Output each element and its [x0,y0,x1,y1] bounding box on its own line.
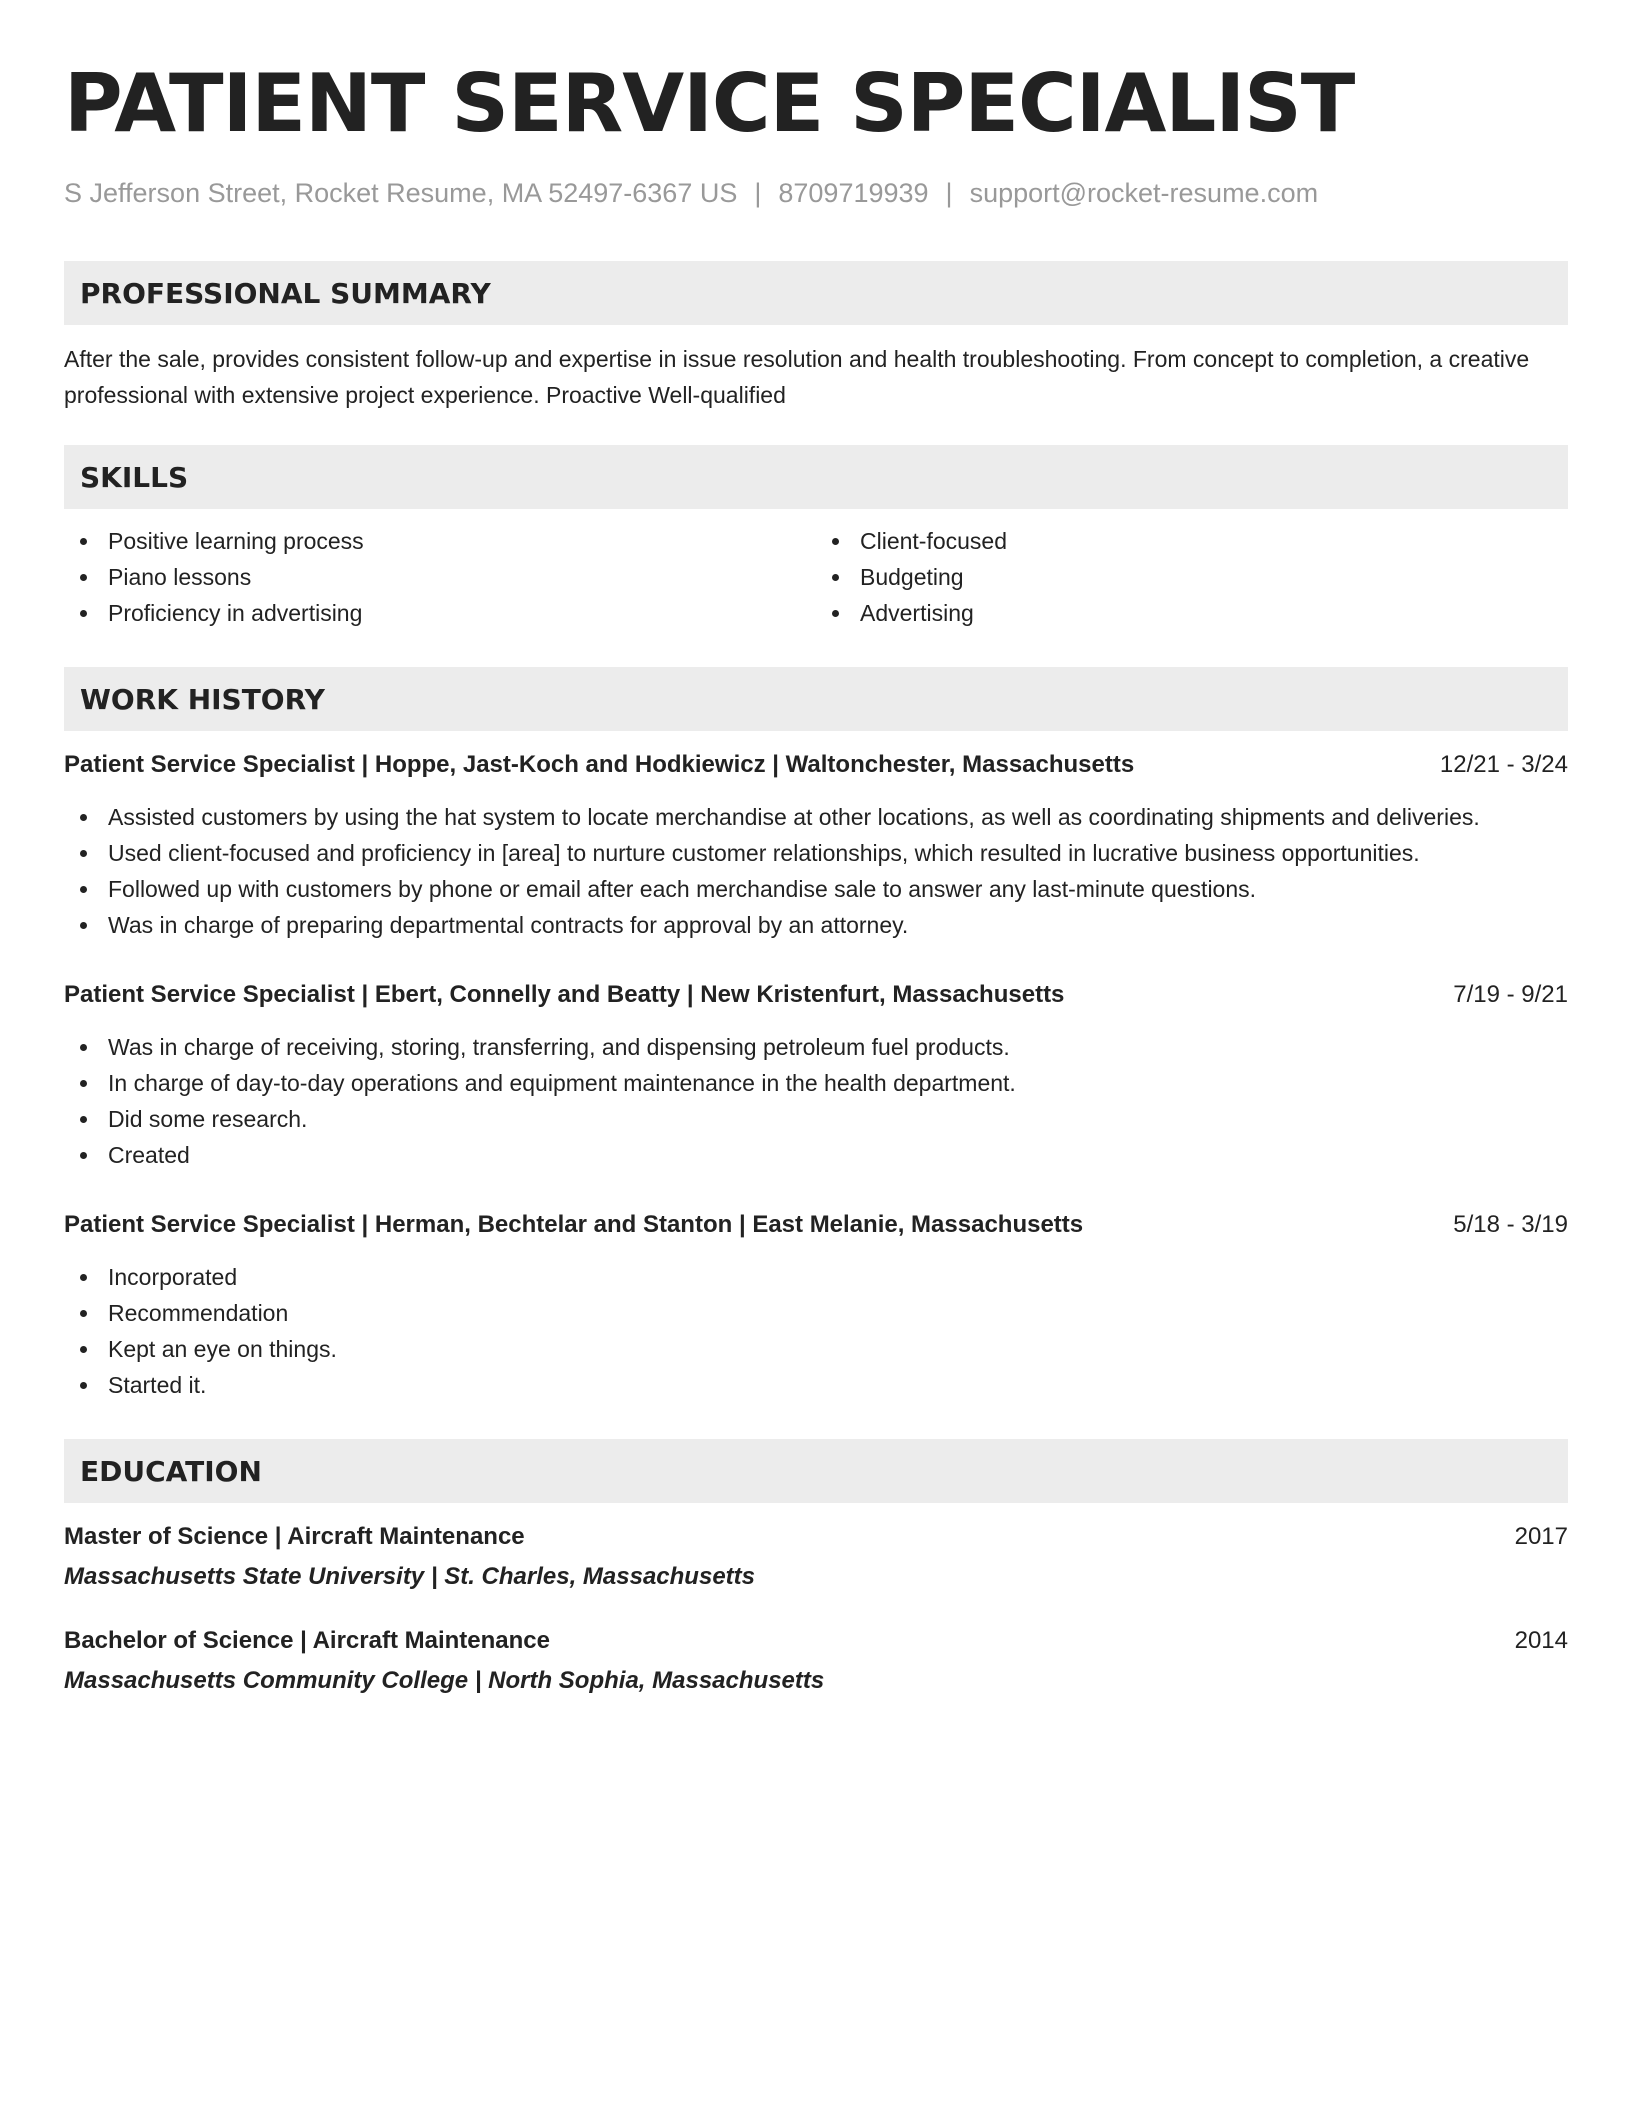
job-dates: 7/19 - 9/21 [1453,981,1568,1008]
job-title: Patient Service Specialist | Hoppe, Jast-Koch and Hodkiewicz | Waltonchester, Massachusetts [64,751,1135,778]
skill-item: Proficiency in advertising [64,595,816,631]
education-school: Massachusetts State University | St. Charles, Massachusetts [64,1563,755,1590]
education-degree: Master of Science | Aircraft Maintenance [64,1523,525,1550]
contact-separator: | [945,178,953,208]
job-bullets [64,1029,1568,1173]
education-entry [64,1519,1568,1595]
education-year: 2017 [1514,1523,1568,1550]
job-entry [64,977,1568,1173]
job-dates: 12/21 - 3/24 [1439,751,1568,778]
summary-text: After the sale, provides consistent follow-up and expertise in issue resolution and health troubleshooting. From concept to completion, a creative professional with extensive project experience. Proactive Well-qualified [64,346,1530,408]
job-title: Patient Service Specialist | Ebert, Connelly and Beatty | New Kristenfurt, Massachusetts [64,981,1065,1008]
job-dates: 5/18 - 3/19 [1453,1211,1568,1238]
candidate-name: PATIENT SERVICE SPECIALIST [64,57,1355,150]
job-bullet: In charge of day-to-day operations and equipment maintenance in the health department. [64,1065,1568,1101]
education-school: Massachusetts Community College | North Sophia, Massachusetts [64,1667,825,1694]
job-bullet: Used client-focused and proficiency in [area] to nurture customer relationships, which resulted in lucrative business opportunities. [64,835,1568,871]
job-bullet: Was in charge of preparing departmental contracts for approval by an attorney. [64,907,1568,943]
skills-column-right [816,523,1568,631]
contact-email: support@rocket-resume.com [969,178,1319,208]
contact-line [64,178,1568,209]
job-bullet: Assisted customers by using the hat system to locate merchandise at other locations, as well as coordinating shipments and deliveries. [64,799,1568,835]
job-bullet: Kept an eye on things. [64,1331,1568,1367]
job-bullet: Was in charge of receiving, storing, transferring, and dispensing petroleum fuel products. [64,1029,1568,1065]
job-entry [64,747,1568,943]
job-entry [64,1207,1568,1403]
section-heading-work-history: WORK HISTORY [64,667,1568,731]
job-bullet: Incorporated [64,1259,1568,1295]
skill-item: Positive learning process [64,523,816,559]
section-heading-summary: PROFESSIONAL SUMMARY [64,261,1568,325]
skills-column-left [64,523,816,631]
section-heading-skills: SKILLS [64,445,1568,509]
contact-phone: 8709719939 [778,178,929,208]
education-entry [64,1623,1568,1699]
job-bullet: Recommendation [64,1295,1568,1331]
education-year: 2014 [1514,1627,1568,1654]
job-bullets [64,1259,1568,1403]
job-bullet: Did some research. [64,1101,1568,1137]
job-bullets [64,799,1568,943]
job-header [64,747,1568,783]
skill-item: Client-focused [816,523,1568,559]
job-bullet: Followed up with customers by phone or email after each merchandise sale to answer any last-minute questions. [64,871,1568,907]
education-header [64,1519,1568,1555]
job-bullet: Started it. [64,1367,1568,1403]
skill-item: Piano lessons [64,559,816,595]
job-bullet: Created [64,1137,1568,1173]
job-title: Patient Service Specialist | Herman, Bechtelar and Stanton | East Melanie, Massachusetts [64,1211,1084,1238]
skill-item: Budgeting [816,559,1568,595]
job-header [64,1207,1568,1243]
skills-list [64,523,1568,631]
contact-separator: | [754,178,762,208]
education-degree: Bachelor of Science | Aircraft Maintenance [64,1627,550,1654]
job-header [64,977,1568,1013]
skill-item: Advertising [816,595,1568,631]
education-header [64,1623,1568,1659]
section-heading-education: EDUCATION [64,1439,1568,1503]
contact-address: S Jefferson Street, Rocket Resume, MA 52497-6367 US [64,178,738,208]
